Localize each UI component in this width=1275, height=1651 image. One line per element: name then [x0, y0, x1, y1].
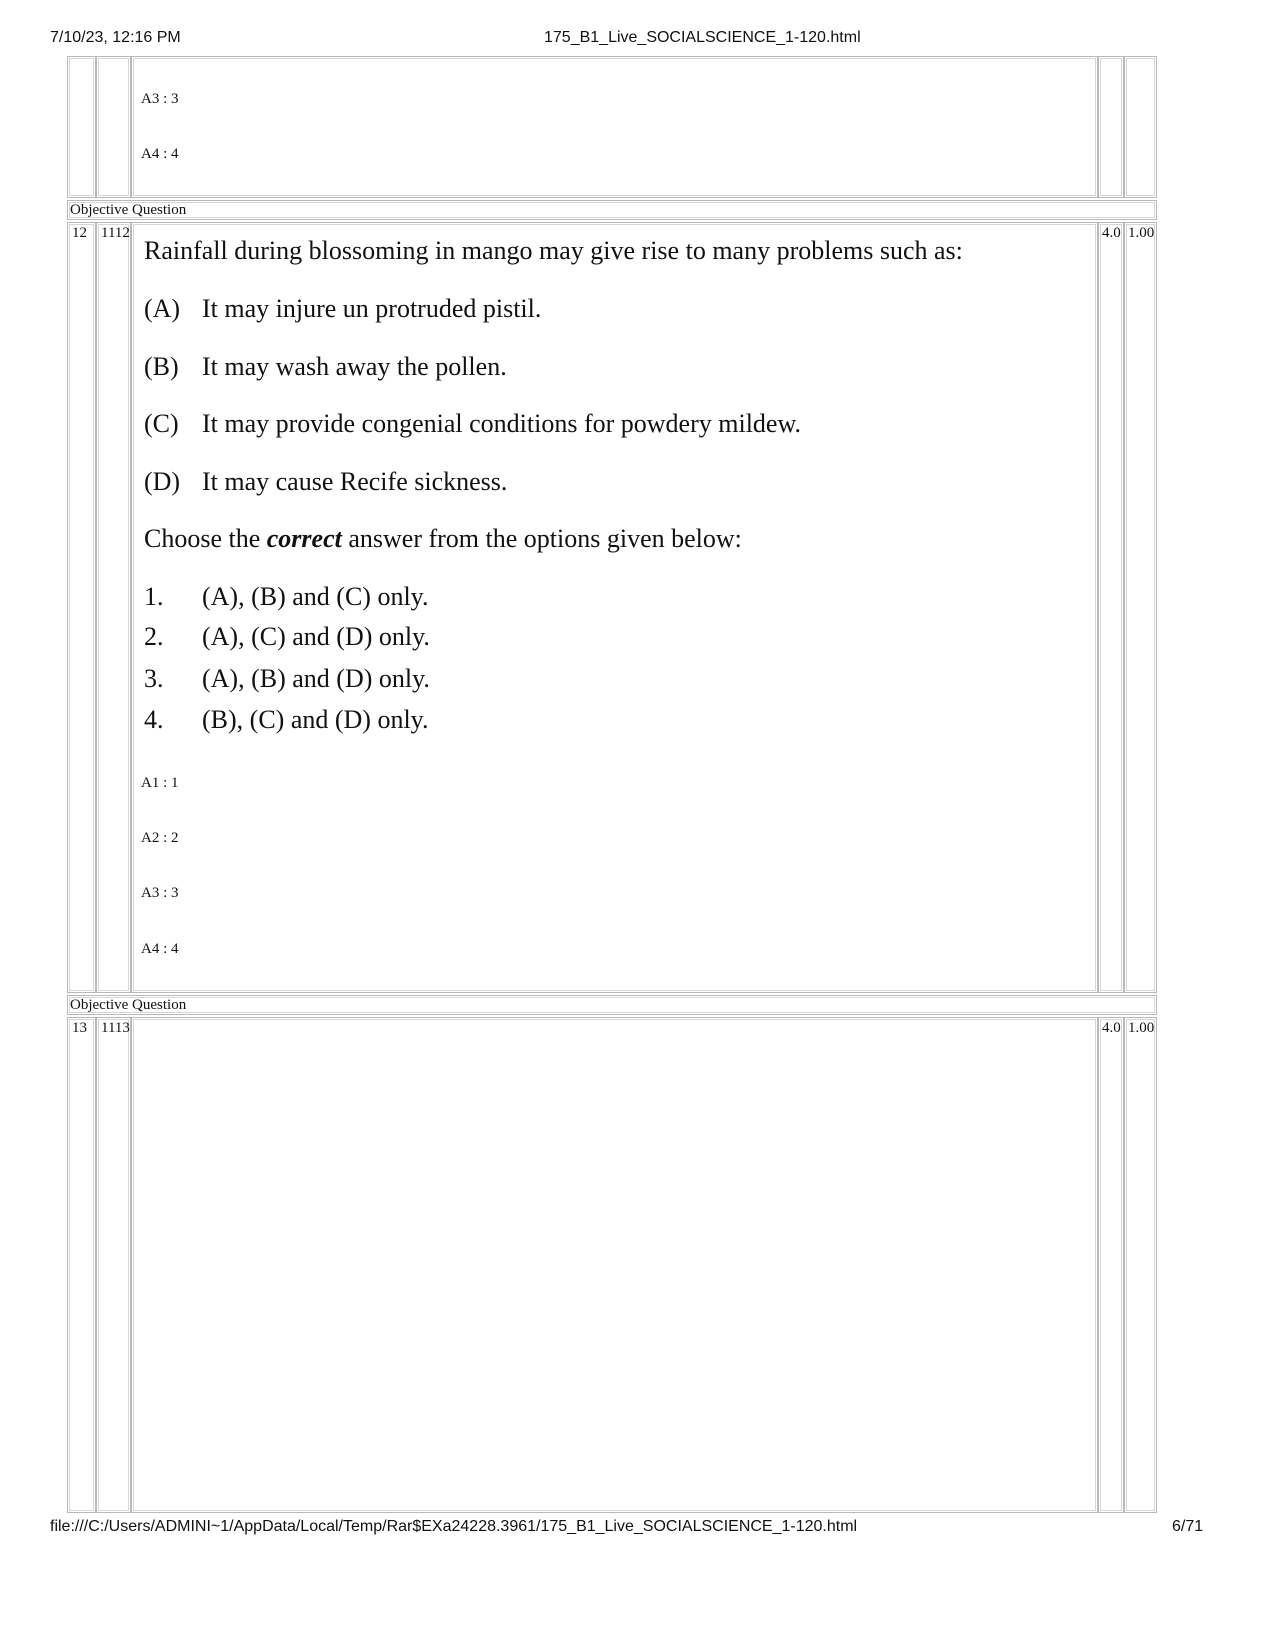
prev-answer-a3: A3 : 3: [141, 91, 179, 107]
q12-statement-d-label: (D): [144, 467, 181, 496]
q12-statement-c-text: It may provide congenial conditions for powdery mildew.: [202, 409, 802, 438]
q12-stem: Rainfall during blossoming in mango may give rise to many problems such as:: [144, 236, 963, 265]
q12-negative-cell: [1124, 222, 1157, 993]
q12-answer-a1: A1 : 1: [141, 775, 179, 791]
q13-marks: 4.0: [1102, 1020, 1121, 1036]
q12-content-cell: [131, 222, 1098, 993]
q12-option-4-num: 4.: [144, 705, 164, 734]
q12-instruction-after: answer from the options given below:: [341, 524, 742, 553]
q13-serial: 13: [72, 1020, 87, 1036]
q12-marks-cell: [1098, 222, 1124, 993]
q12-statement-a-label: (A): [144, 294, 181, 323]
print-file-path: file:///C:/Users/ADMINI~1/AppData/Local/Temp/Rar$EXa24228.3961/175_B1_Live_SOCIALSCIENCE_1-120.html: [50, 1518, 858, 1535]
q12-instruction: [144, 524, 742, 554]
q12-marks: 4.0: [1102, 225, 1121, 241]
q12-option-2-num: 2.: [144, 622, 164, 651]
prev-content-cell: [131, 56, 1098, 198]
q12-option-2-text: (A), (C) and (D) only.: [202, 622, 430, 651]
q12-id: 1112: [101, 225, 130, 241]
q12-option-4-text: (B), (C) and (D) only.: [202, 705, 429, 734]
q12-option-3-text: (A), (B) and (D) only.: [202, 664, 430, 693]
q13-section-cell: [67, 995, 1157, 1015]
q12-serial: 12: [72, 225, 87, 241]
q13-content-cell: [131, 1017, 1098, 1513]
prev-serial-cell: [67, 56, 96, 198]
q12-instruction-emphasis: correct: [266, 524, 342, 553]
q12-instruction-before: Choose the: [144, 524, 267, 553]
q13-marks-cell: [1098, 1017, 1124, 1513]
q12-option-1-num: 1.: [144, 582, 164, 611]
q12-id-cell: [96, 222, 131, 993]
print-page-number: 6/71: [1172, 1518, 1204, 1535]
q13-id: 1113: [101, 1020, 130, 1036]
q12-statement-a-text: It may injure un protruded pistil.: [202, 294, 542, 323]
print-document-title: 175_B1_Live_SOCIALSCIENCE_1-120.html: [544, 29, 861, 46]
q12-option-3-num: 3.: [144, 664, 164, 693]
prev-answer-a4: A4 : 4: [141, 146, 179, 162]
q12-section-cell: [67, 200, 1157, 220]
prev-id-cell: [96, 56, 131, 198]
q13-section-label: Objective Question: [70, 997, 187, 1013]
q12-answer-a2: A2 : 2: [141, 830, 179, 846]
q13-negative: 1.00: [1128, 1020, 1155, 1036]
q12-negative: 1.00: [1128, 225, 1155, 241]
q12-option-1-text: (A), (B) and (C) only.: [202, 582, 429, 611]
prev-negative-cell: [1124, 56, 1157, 198]
q12-answer-a3: A3 : 3: [141, 885, 179, 901]
q12-serial-cell: [67, 222, 96, 993]
q12-statement-b-text: It may wash away the pollen.: [202, 352, 507, 381]
q12-statement-b-label: (B): [144, 352, 179, 381]
q12-section-label: Objective Question: [70, 202, 187, 218]
q13-id-cell: [96, 1017, 131, 1513]
q12-statement-d-text: It may cause Recife sickness.: [202, 467, 508, 496]
print-datetime: 7/10/23, 12:16 PM: [50, 29, 181, 46]
q13-negative-cell: [1124, 1017, 1157, 1513]
q13-serial-cell: [67, 1017, 96, 1513]
prev-marks-cell: [1098, 56, 1124, 198]
q12-answer-a4: A4 : 4: [141, 941, 179, 957]
q12-statement-c-label: (C): [144, 409, 179, 438]
